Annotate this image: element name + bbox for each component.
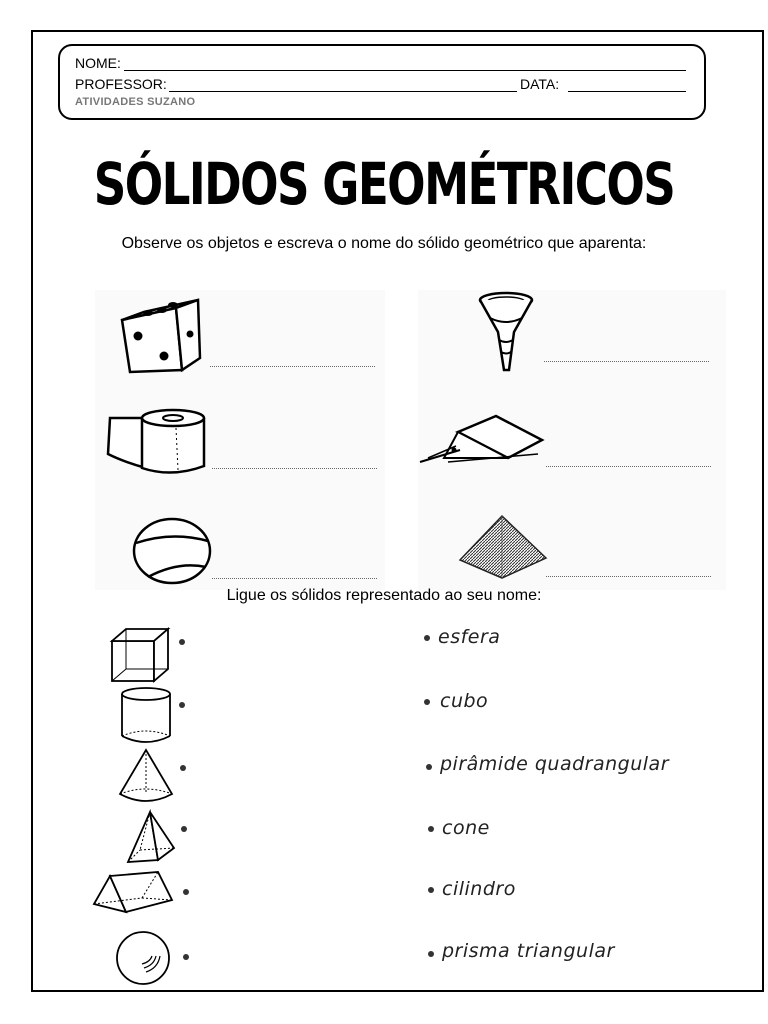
name-dot-5[interactable]: [428, 887, 434, 893]
answer-line-pyramid[interactable]: [546, 576, 711, 577]
name-cone: cone: [442, 817, 490, 839]
school-name: ATIVIDADES SUZANO: [75, 96, 196, 108]
dice-icon: [118, 298, 203, 374]
solid-dot-3[interactable]: [180, 765, 186, 771]
answer-line-tent[interactable]: [546, 466, 711, 467]
cube-icon: [110, 627, 170, 683]
nome-field[interactable]: [124, 70, 686, 71]
page-title: SÓLIDOS GEOMÉTRICOS: [93, 150, 675, 218]
nome-row: [75, 55, 121, 71]
professor-field[interactable]: [169, 91, 517, 92]
ball-icon: [132, 517, 212, 585]
solid-dot-2[interactable]: [179, 702, 185, 708]
answer-line-funnel[interactable]: [544, 361, 709, 362]
tent-icon: [418, 412, 548, 468]
name-dot-6[interactable]: [428, 951, 434, 957]
nome-label: NOME:: [75, 55, 121, 71]
name-cubo: cubo: [440, 690, 489, 712]
answer-line-roll[interactable]: [212, 468, 377, 469]
instruction-2: Ligue os sólidos representado ao seu nome:: [226, 587, 542, 604]
name-dot-3[interactable]: [426, 764, 432, 770]
solid-dot-4[interactable]: [181, 826, 187, 832]
professor-row: [75, 76, 167, 92]
name-dot-4[interactable]: [428, 826, 434, 832]
instruction-1: Observe os objetos e escreva o nome do sólido geométrico que aparenta:: [121, 235, 647, 252]
pyramid-icon: [126, 810, 176, 864]
pyramid-object-icon: [458, 514, 548, 580]
solid-dot-1[interactable]: [179, 639, 185, 645]
name-cilindro: cilindro: [442, 878, 516, 900]
data-label: DATA:: [520, 76, 560, 92]
answer-line-dice[interactable]: [210, 366, 375, 367]
triangular-prism-icon: [92, 870, 174, 918]
name-piramide: pirâmide quadrangular: [440, 753, 670, 775]
data-row: [520, 76, 559, 92]
solid-dot-6[interactable]: [183, 954, 189, 960]
name-dot-2[interactable]: [424, 699, 430, 705]
answer-line-ball[interactable]: [212, 578, 377, 579]
data-field[interactable]: [568, 91, 686, 92]
cone-icon: [118, 748, 174, 806]
professor-label: PROFESSOR:: [75, 76, 167, 92]
paper-roll-icon: [106, 408, 210, 478]
funnel-icon: [476, 292, 536, 374]
solid-dot-5[interactable]: [183, 889, 189, 895]
cylinder-icon: [120, 686, 172, 744]
name-prisma: prisma triangular: [442, 940, 615, 962]
name-esfera: esfera: [438, 626, 501, 648]
name-dot-1[interactable]: [424, 635, 430, 641]
sphere-icon: [114, 930, 172, 986]
